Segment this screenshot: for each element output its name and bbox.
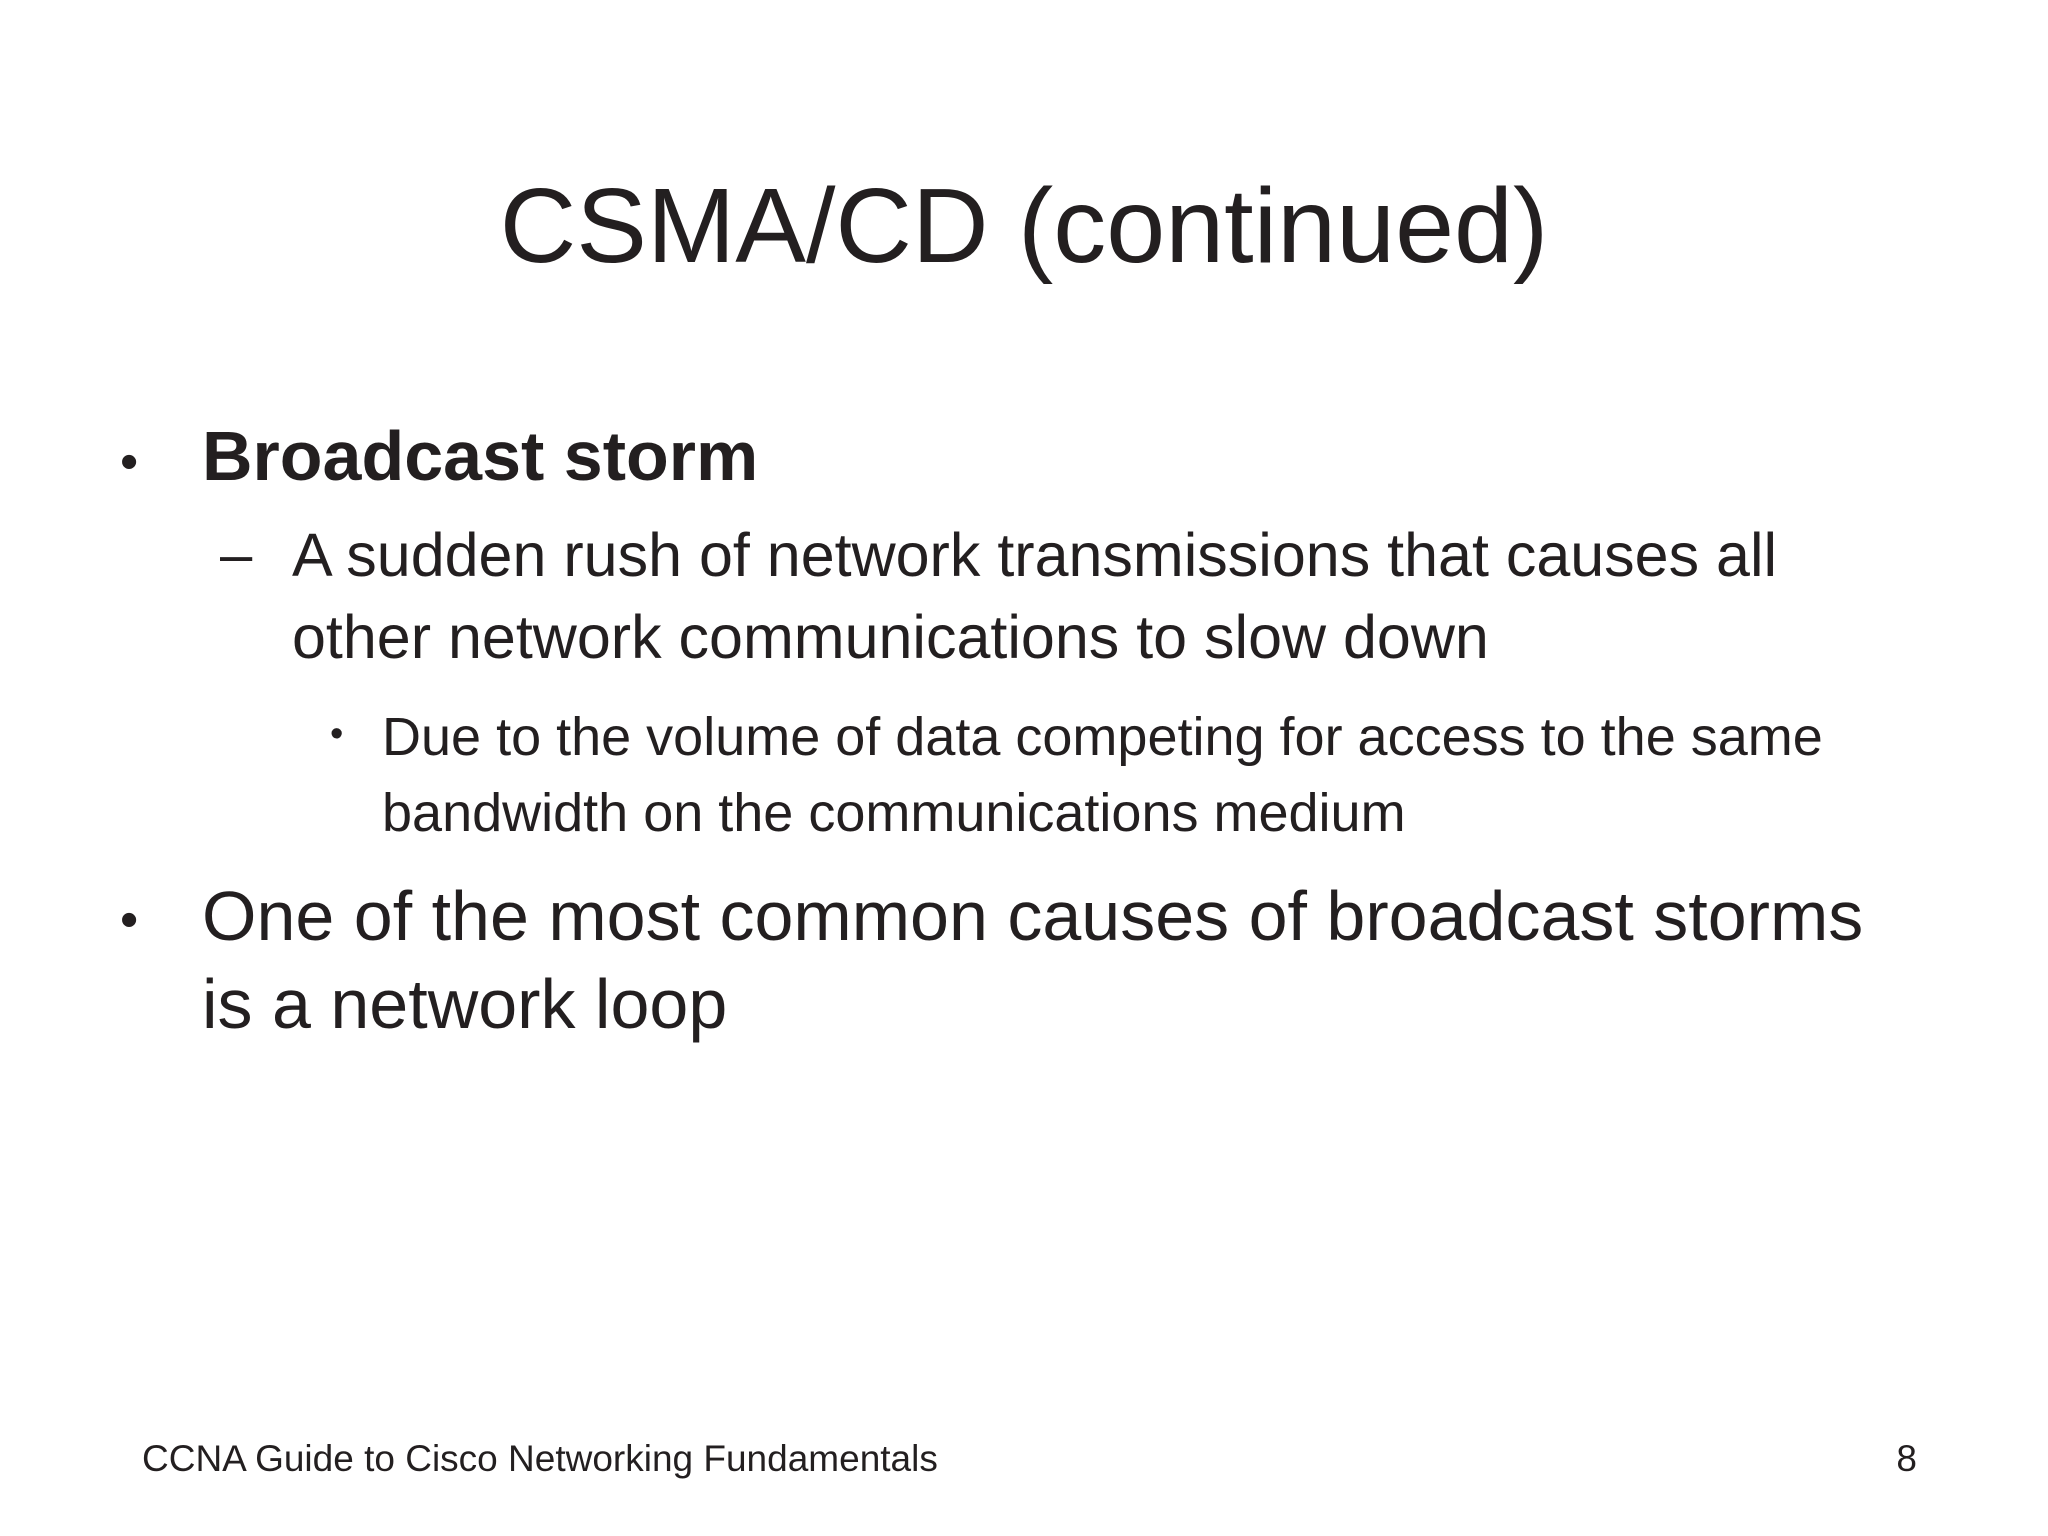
dash-marker: – xyxy=(220,522,253,587)
sub-bullet-text: A sudden rush of network transmissions that causes all other network communications to slow down xyxy=(292,521,1778,671)
bullet-text: One of the most common causes of broadcast storms is a network loop xyxy=(202,877,1864,1043)
bullet-marker: • xyxy=(120,433,139,491)
bullet-marker: • xyxy=(330,713,344,755)
sub-sub-bullet-text: Due to the volume of data competing for access to the same bandwidth on the communications medium xyxy=(382,707,1823,843)
footer-page-number: 8 xyxy=(1896,1438,1917,1479)
bullet-text: Broadcast storm xyxy=(202,417,759,495)
slide-title: CSMA/CD (continued) xyxy=(499,167,1549,285)
footer-course-title: CCNA Guide to Cisco Networking Fundamentals xyxy=(142,1438,938,1479)
bullet-marker: • xyxy=(120,891,139,949)
